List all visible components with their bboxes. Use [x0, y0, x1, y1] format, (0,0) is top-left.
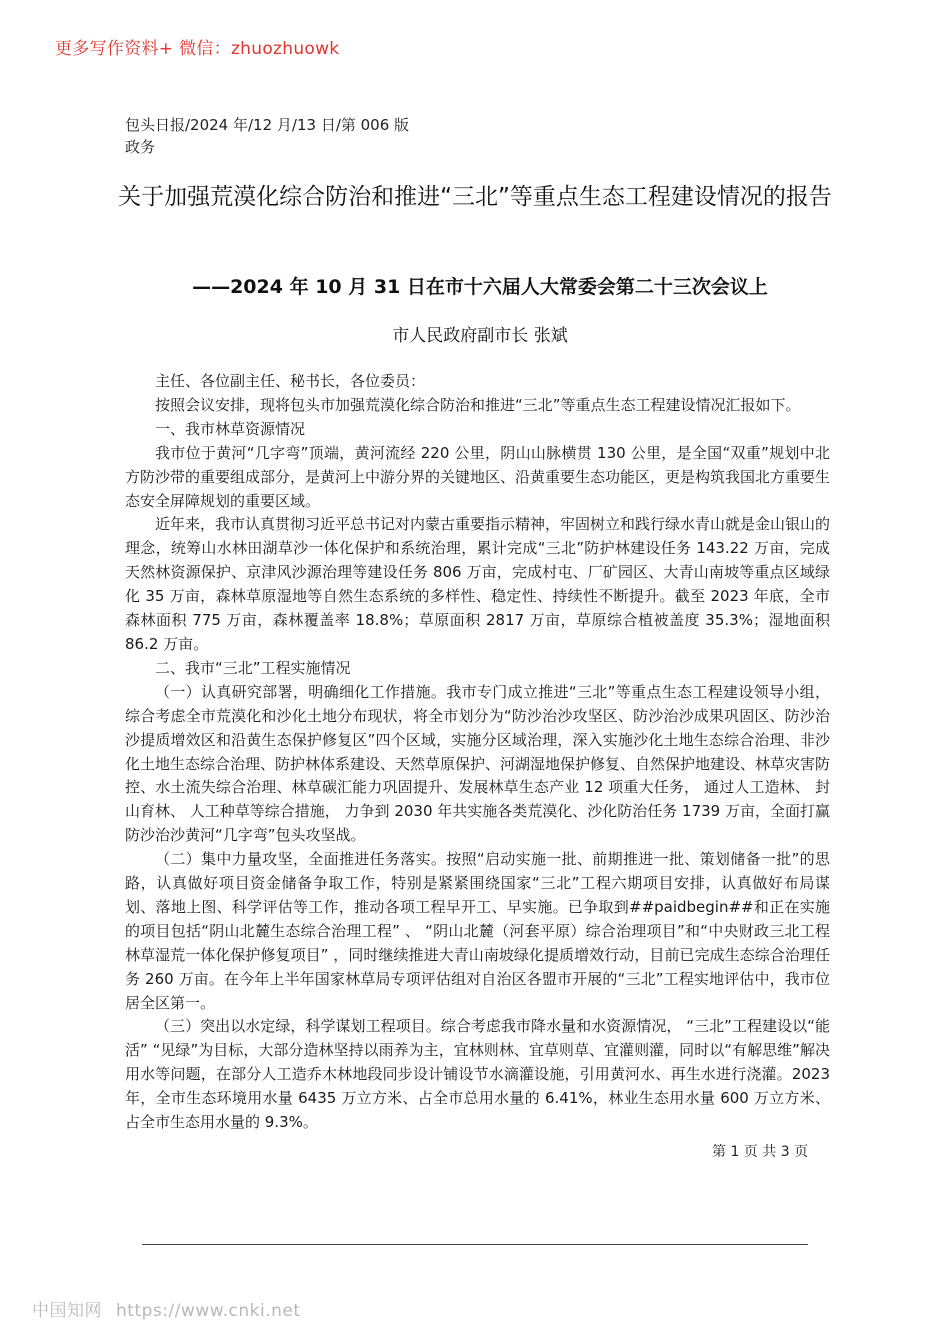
promo-banner: 更多写作资料+ 微信：zhuozhuowk: [55, 39, 340, 59]
section-heading: 二、我市“三北”工程实施情况: [155, 658, 351, 677]
watermark: [32, 1296, 300, 1321]
author-line: 市人民政府副市长 张斌: [392, 326, 568, 346]
paragraph: （一）认真研究部署，明确细化工作措施。我市专门成立推进“三北”等重点生态工程建设领导小组，综合考虑全市荒漠化和沙化土地分布现状，将全市划分为“防沙治沙攻坚区、防沙治沙成果巩固区、防沙治沙提质增效区和沿黄生态保护修复区”四个区域，实施分区域治理，深入实施沙化土地生态综合治理、非沙化土地生态综合治理、防护林体系建设、天然草原保护、河湖湿地保护修复、自然保护地建设、林草灾害防控、水土流失综合治理、林草碳汇能力巩固提升、发展林草生态产业 12 项重大任务， 通过人工造林、 封山育林、 人工种草等综合措施， 力争到 2030 年共实施各类荒漠化、沙化防治任务 1739 万亩，全面打赢防沙治沙黄河“几字弯”包头攻坚战。: [125, 682, 831, 845]
section-heading: 一、我市林草资源情况: [155, 419, 306, 438]
paragraph: （二）集中力量攻坚，全面推进任务落实。按照“启动实施一批、前期推进一批、策划储备一批”的思路，认真做好项目资金储备争取工作，特别是紧紧围绕国家“三北”工程六期项目安排，认真做好布局谋划、落地上图、科学评估等工作，推动各项工程早开工、早实施。已争取到##paidbegin##和正在实施的项目包括“阴山北麓生态综合治理工程” 、 “阴山北麓（河套平原）综合治理项目”和“中央财政三北工程林草湿荒一体化保护修复项目” ，同时继续推进大青山南坡绿化提质增效行动，目前已完成生态综合治理任务 260 万亩。在今年上半年国家林草局专项评估组对自治区各盟市开展的“三北”工程实地评估中，我市位居全区第一。: [125, 850, 830, 1012]
page-title: 关于加强荒漠化综合防治和推进“三北”等重点生态工程建设情况的报告: [118, 184, 832, 210]
watermark-site: 中国知网: [32, 1301, 102, 1321]
report-body: [125, 370, 830, 1135]
paragraph: 近年来，我市认真贯彻习近平总书记对内蒙古重要指示精神，牢固树立和践行绿水青山就是金山银山的理念，统筹山水林田湖草沙一体化保护和系统治理，累计完成“三北”防护林建设任务 143.22 万亩，完成天然林资源保护、京津风沙源治理等建设任务 806 万亩，完成村屯、厂矿园区、大青山南坡等重点区域绿化 35 万亩，森林草原湿地等自然生态系统的多样性、稳定性、持续性不断提升。截至 2023 年底，全市森林面积 775 万亩，森林覆盖率 18.8%；草原面积 2817 万亩，草原综合植被盖度 35.3%；湿地面积 86.2 万亩。: [125, 515, 831, 653]
paragraph: 按照会议安排，现将包头市加强荒漠化综合防治和推进“三北”等重点生态工程建设情况汇报如下。: [155, 395, 801, 414]
watermark-url: https://www.cnki.net: [116, 1301, 301, 1321]
paragraph: （三）突出以水定绿，科学谋划工程项目。综合考虑我市降水量和水资源情况， “三北”工程建设以“能活” “见绿”为目标，大部分造林坚持以雨养为主，宜林则林、宜草则草、宜灌则灌，同时以“有解思维”解决用水等问题，在部分人工造乔木林地段同步设计铺设节水滴灌设施，引用黄河水、再生水进行浇灌。2023 年，全市生态环境用水量 6435 万立方米、占全市总用水量的 6.41%，林业生态用水量 600 万立方米、占全市生态用水量的 9.3%。: [125, 1017, 830, 1132]
salutation: 主任、各位副主任、秘书长，各位委员：: [155, 372, 426, 390]
paragraph: 我市位于黄河“几字弯”顶端，黄河流经 220 公里，阴山山脉横贯 130 公里，是全国“双重”规划中北方防沙带的重要组成部分，是黄河上中游分界的关键地区、沿黄重要生态功能区，更是构筑我国北方重要生态安全屏障规划的重要区域。: [125, 443, 831, 510]
footer-divider: [142, 1244, 808, 1245]
page-number: 第 1 页 共 3 页: [712, 1144, 809, 1160]
subtitle: ——2024 年 10 月 31 日在市十六届人大常委会第二十三次会议上: [192, 276, 768, 298]
source-line: 包头日报/2024 年/12 月/13 日/第 006 版政务: [125, 116, 410, 156]
